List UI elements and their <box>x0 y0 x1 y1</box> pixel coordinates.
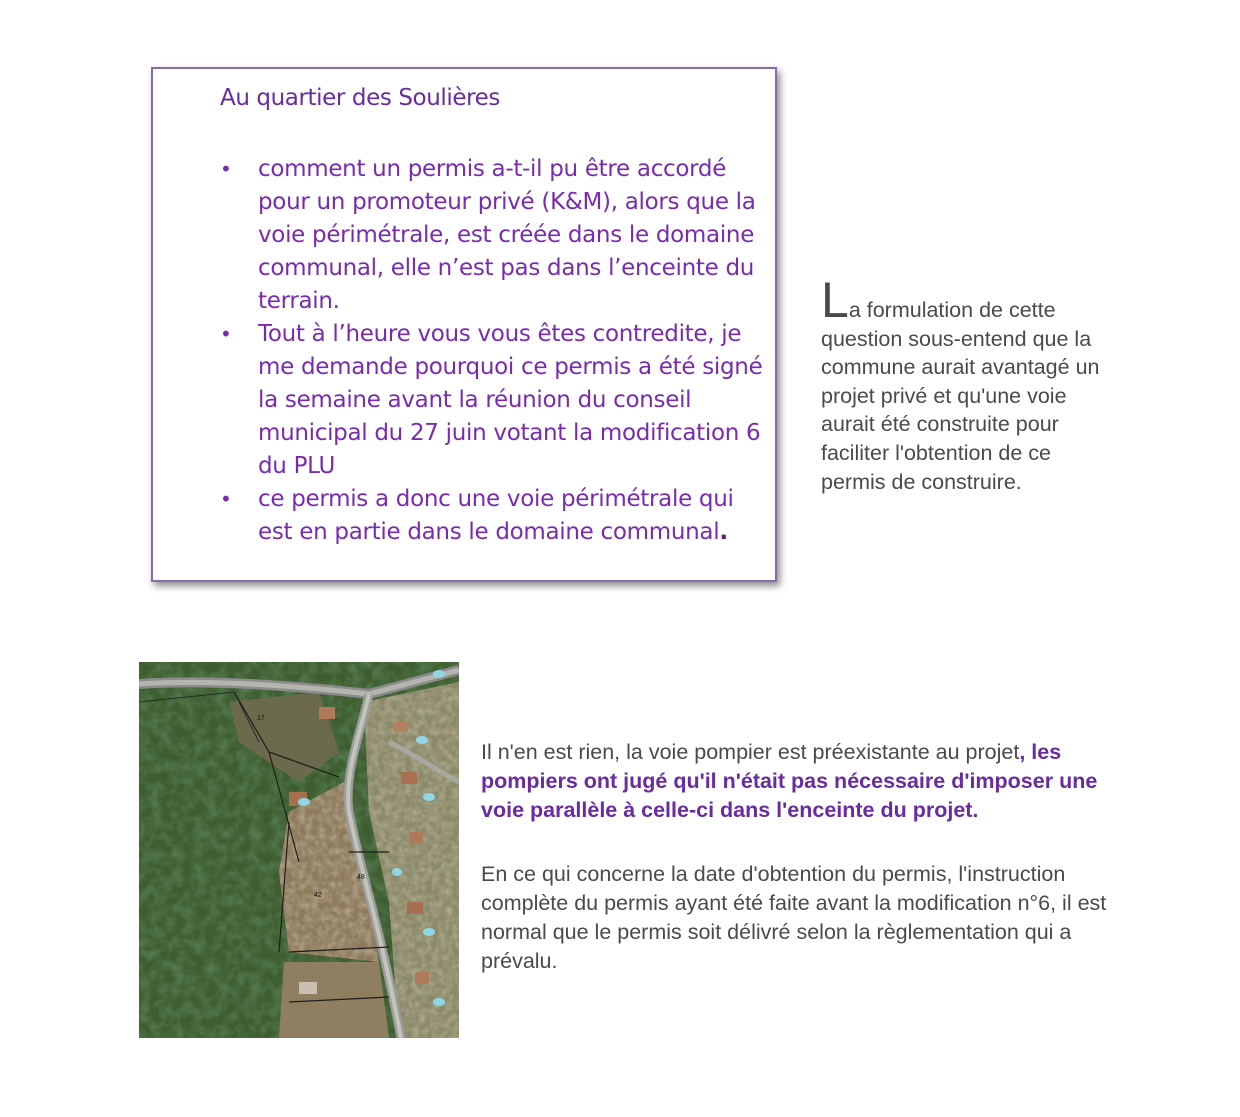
parcel-label: 48 <box>357 874 365 881</box>
question-text: ce permis a donc une voie périmétrale qui est en partie dans le domaine communal <box>258 486 734 545</box>
question-text: Tout à l’heure vous vous êtes contredite, je me demande pourquoi ce permis a été signé la semaine avant la réunion du conseil municipal du 27 juin votant la modification 6 du PLU <box>258 321 763 479</box>
parcel-label: 17 <box>257 715 265 722</box>
answer-bold: , les pompiers ont jugé qu'il n'était pas nécessaire d'imposer une voie parallèle à celle-ci dans l'enceinte du projet. <box>481 740 1098 822</box>
question-list <box>220 153 768 549</box>
bullet: • <box>220 322 232 346</box>
aerial-map-image <box>139 662 459 1038</box>
question-item <box>220 483 768 549</box>
answer-paragraph: En ce qui concerne la date d'obtention du permis, l'instruction complète du permis ayant été faite avant la modification n°6, il est normal que le permis soit délivré selon la règlementation qui a prévalu. <box>481 862 1107 973</box>
question-end-mark: . <box>719 519 728 545</box>
parcel-label: 42 <box>314 892 322 899</box>
answer-text <box>481 738 1121 976</box>
question-item <box>220 153 768 318</box>
question-box <box>151 67 777 582</box>
question-item <box>220 318 768 483</box>
drop-cap: L <box>821 272 849 328</box>
answer-plain: Il n'en est rien, la voie pompier est préexistante au projet <box>481 740 1020 764</box>
question-text: comment un permis a-t-il pu être accordé pour un promoteur privé (K&M), alors que la voie périmétrale, est créée dans le domaine communal, elle n’est pas dans l’enceinte du terrain. <box>258 156 756 314</box>
bullet: • <box>220 157 232 181</box>
comment-paragraph <box>821 272 1111 496</box>
answer-paragraph <box>481 738 1121 825</box>
comment-text: a formulation de cette question sous-entend que la commune aurait avantagé un projet privé et qu'une voie aurait été construite pour faciliter l'obtention de ce permis de construire. <box>821 298 1100 494</box>
question-title: Au quartier des Soulières <box>220 85 500 111</box>
bullet: • <box>220 487 232 511</box>
